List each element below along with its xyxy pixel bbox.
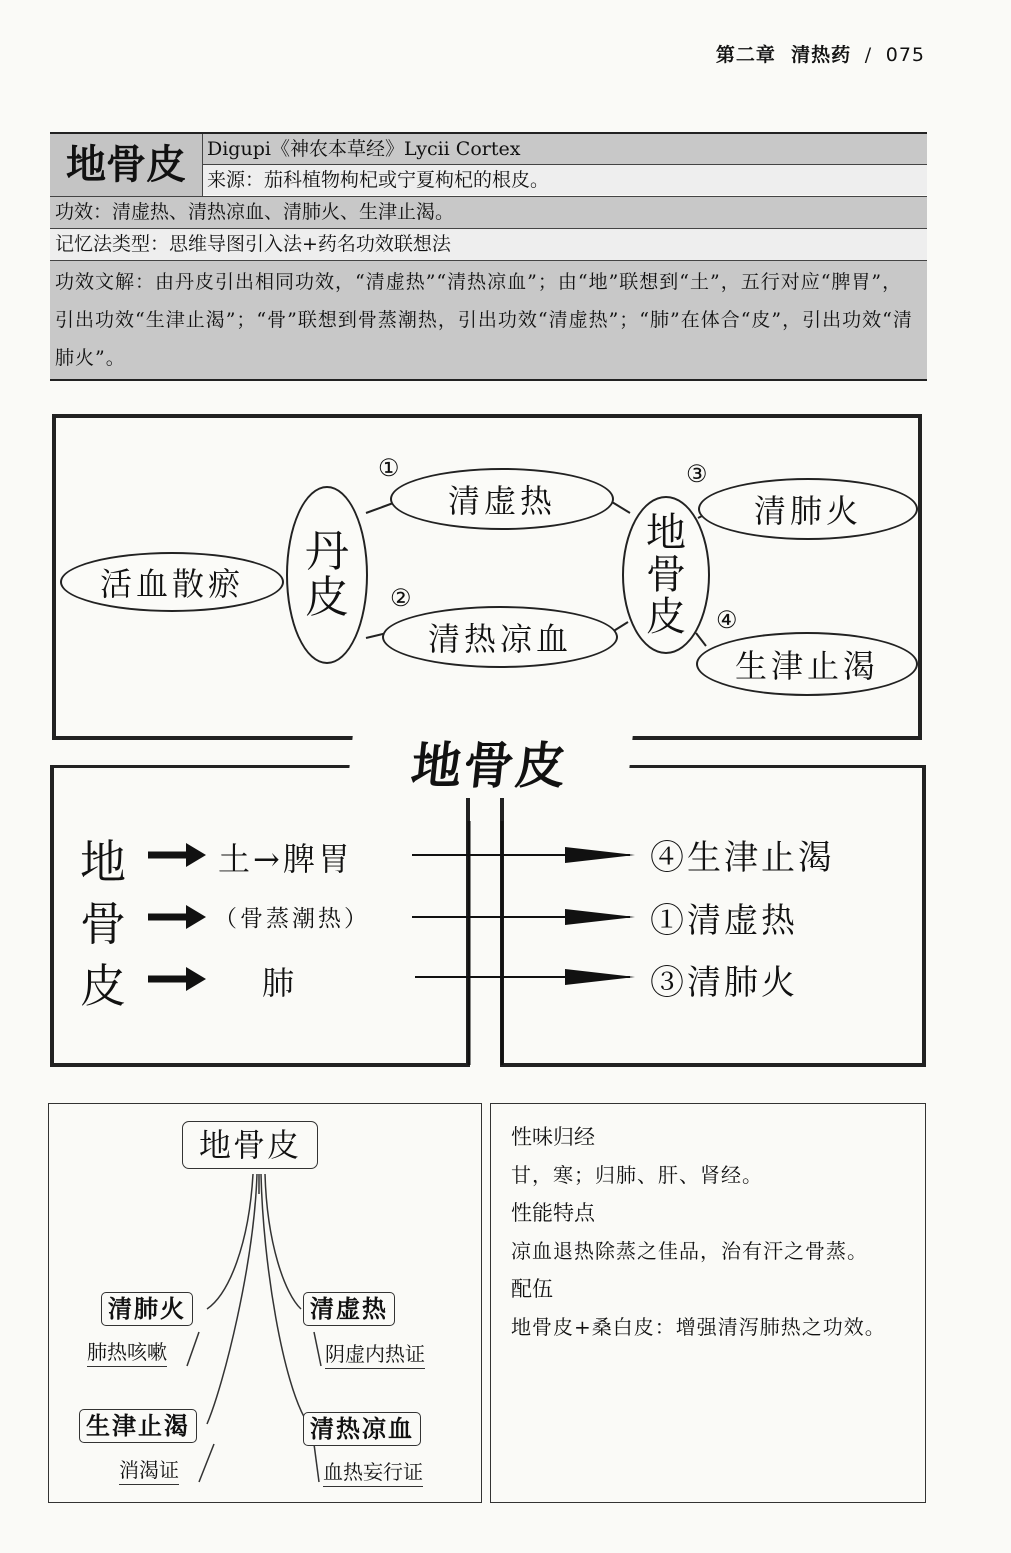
result-thirst: ④生津止渴: [650, 838, 835, 878]
memory-type-row: 记忆法类型：思维导图引入法+药名功效联想法: [50, 229, 927, 261]
prop-body-features: 凉血退热除蒸之佳品，治有汗之骨蒸。: [511, 1239, 868, 1263]
number-1: ①: [378, 454, 400, 482]
digupi-char-3: 皮: [646, 594, 686, 640]
page-number: 075: [885, 44, 925, 66]
tree-sub-cough: 肺热咳嗽: [87, 1338, 167, 1367]
tree-sub-blood-heat: 血热妄行证: [323, 1458, 423, 1487]
tree-node-deficiency-heat: 清虚热: [303, 1292, 395, 1326]
mid-lung: 肺: [262, 964, 298, 1002]
number-4: ④: [716, 606, 738, 634]
properties-box: [490, 1103, 926, 1503]
digupi-char-1: 地: [646, 510, 686, 556]
herb-info-table: [50, 132, 927, 381]
number-3: ③: [686, 460, 708, 488]
mid-spleen: 土→脾胃: [218, 840, 353, 878]
efficacy-tree-box: [48, 1103, 482, 1503]
node-cool-blood: 清热凉血: [382, 606, 618, 668]
herb-name: 地骨皮: [50, 134, 203, 196]
char-gu: 骨: [80, 897, 126, 951]
number-2: ②: [390, 584, 412, 612]
prop-title-compatibility: 配伍: [511, 1277, 553, 1301]
tree-node-thirst: 生津止渴: [79, 1409, 197, 1443]
banner-title: 地骨皮: [346, 726, 634, 798]
source-text: 来源：茄科植物枸杞或宁夏枸杞的根皮。: [203, 165, 927, 195]
chapter-label: 第二章: [715, 44, 776, 66]
result-lung-fire: ③清肺火: [650, 963, 798, 1003]
danpi-char-1: 丹: [305, 526, 349, 577]
prop-body-compatibility: 地骨皮+桑白皮：增强清泻肺热之功效。: [511, 1315, 886, 1339]
mid-bone-steaming: （骨蒸潮热）: [214, 906, 370, 932]
node-clear-deficiency-heat: 清虚热: [390, 468, 614, 530]
node-clear-lung-fire: 清肺火: [698, 478, 918, 540]
danpi-char-2: 皮: [305, 572, 349, 623]
tree-root: 地骨皮: [182, 1121, 318, 1169]
result-deficiency-heat: ①清虚热: [650, 901, 798, 941]
node-digupi: [622, 496, 710, 654]
explanation-row: 功效文解：由丹皮引出相同功效，“清虚热”“清热凉血”；由“地”联想到“土”，五行对应“脾胃”，引出功效“生津止渴”；“骨”联想到骨蒸潮热，引出功效“清虚热”；“肺”在体合“皮”，引出功效“清肺火”。: [50, 261, 927, 379]
efficacy-row: 功效：清虚热、清热凉血、清肺火、生津止渴。: [50, 197, 927, 229]
char-pi: 皮: [80, 959, 126, 1013]
header-separator: /: [864, 44, 873, 66]
tree-node-cool-blood: 清热凉血: [303, 1412, 421, 1446]
node-thirst: 生津止渴: [696, 632, 918, 696]
mindmap-box: [52, 414, 922, 740]
tree-sub-xiaoke: 消渴证: [119, 1456, 179, 1485]
tree-node-lung-fire: 清肺火: [101, 1292, 193, 1326]
node-blood-stasis: 活血散瘀: [60, 552, 284, 612]
source-title: Digupi《神农本草经》Lycii Cortex: [203, 134, 927, 165]
prop-title-nature: 性味归经: [511, 1125, 595, 1149]
page-header: [716, 40, 925, 67]
prop-title-features: 性能特点: [511, 1201, 595, 1225]
node-danpi: [286, 486, 368, 664]
digupi-char-2: 骨: [646, 552, 686, 598]
tree-sub-yin-deficiency: 阴虚内热证: [325, 1340, 425, 1369]
char-di: 地: [80, 835, 126, 889]
prop-body-nature: 甘，寒；归肺、肝、肾经。: [511, 1163, 763, 1187]
section-label: 清热药: [791, 44, 852, 66]
